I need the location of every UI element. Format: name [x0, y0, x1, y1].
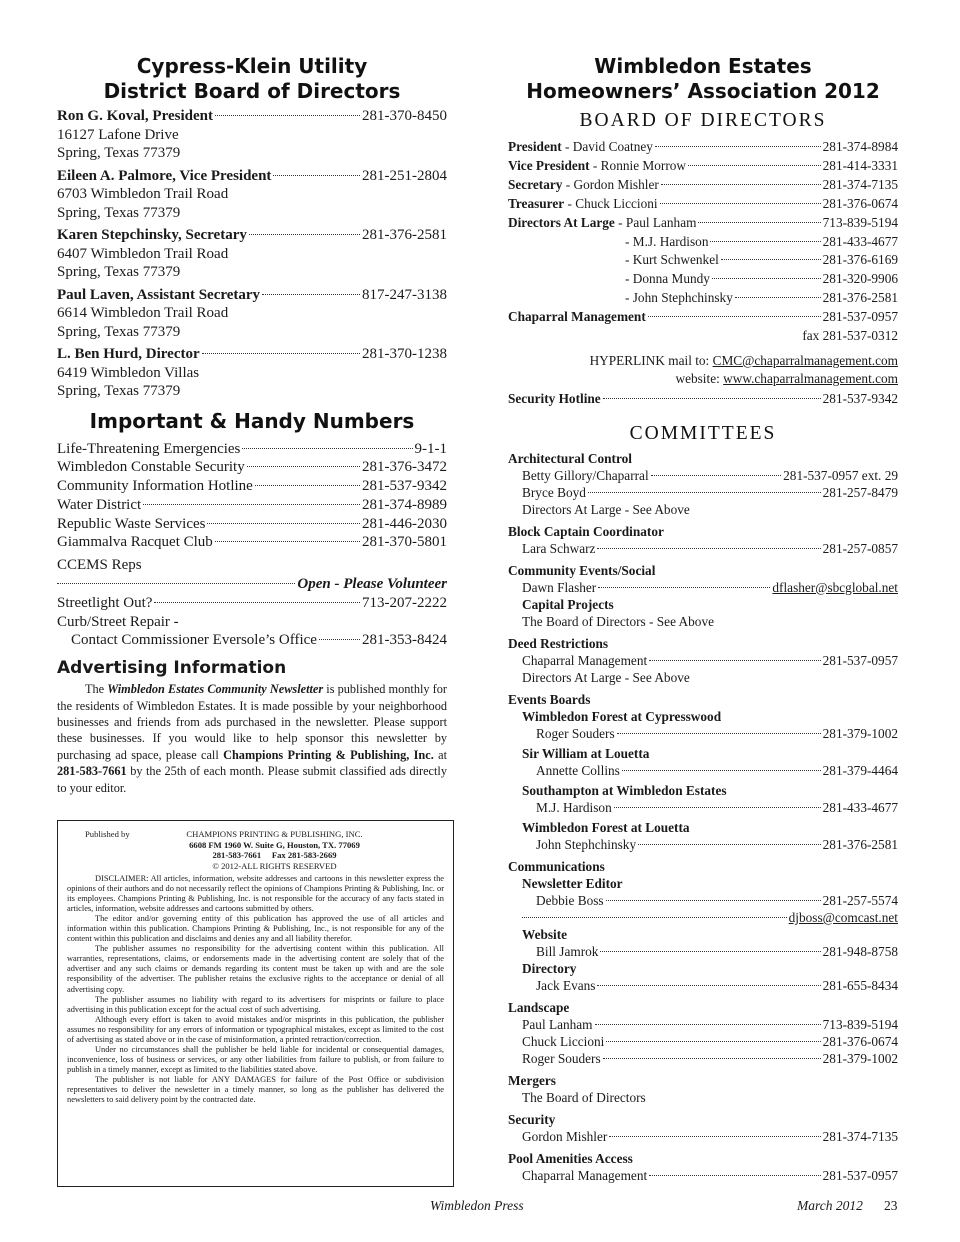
- committee-name: Bill Jamrok: [536, 943, 599, 959]
- board-phone: 281-370-8450: [362, 108, 447, 124]
- publisher-info: [145, 829, 444, 871]
- handy-value: 281-446-2030: [362, 515, 447, 532]
- at-large-row: [508, 251, 898, 270]
- committee-name: Paul Lanham: [522, 1016, 593, 1032]
- utility-board-title: [57, 54, 447, 104]
- committee-row: [508, 892, 898, 909]
- curb-contact: Contact Commissioner Eversole’s Office: [71, 632, 317, 649]
- board-address: 16127 Lafone Drive: [57, 126, 179, 143]
- advertising-title: Advertising Information: [57, 658, 287, 679]
- board-address: 6419 Wimbledon Villas: [57, 364, 200, 381]
- board-name: Ron G. Koval, President: [57, 108, 213, 124]
- publisher-name: CHAMPIONS PRINTING & PUBLISHING, INC.: [186, 829, 363, 839]
- committee-name: Gordon Mishler: [522, 1128, 608, 1144]
- handy-label: Wimbledon Constable Security: [57, 459, 245, 476]
- board-name: Eileen A. Palmore, Vice President: [57, 167, 272, 184]
- disclaimer-paragraph: DISCLAIMER: All articles, information, website addresses and cartoons in this newsletter express the opinions of their authors and do not necessarily reflect the opinions of Champions Printing & Publishing, Inc. or its employees. Champions Printing & Publishing, Inc. is not responsible for the accuracy of any facts stated in articles, information, website addresses and cartoons submitted by others.: [67, 874, 444, 914]
- committee-heading: Pool Amenities Access: [508, 1150, 633, 1166]
- disclaimer-paragraph: Under no circumstances shall the publisher be held liable for incidental or consequential damages, inconvenience, loss of business or services, or any other liabilities from failure to publish, or from failure to publish in a timely manner, except as limited to the liabilities stated above.: [67, 1044, 444, 1074]
- mgmt-row: [508, 308, 898, 327]
- board-entry: [57, 286, 447, 342]
- committee-name: Annette Collins: [536, 762, 620, 778]
- committee-phone: 281-257-5574: [822, 892, 898, 908]
- disclaimer-paragraph: Although every effort is taken to avoid mistakes and/or misprints in this publication, the publisher assumes no responsibility for any errors of information or typographical mistakes, except as limited to the cost of advertising as stated above or in the case of misinformation, a printed retraction/correction.: [67, 1014, 444, 1044]
- hoa-name: - Paul Lanham: [614, 214, 697, 230]
- board-phone: 281-376-2581: [362, 227, 447, 243]
- hoa-board-row: [508, 176, 898, 195]
- left-column: [57, 54, 447, 796]
- committee-name: Debbie Boss: [536, 892, 604, 908]
- email-link[interactable]: CMC@chaparralmanagement.com: [712, 352, 898, 368]
- hoa-board-row: [508, 214, 898, 233]
- hotline-label: Security Hotline: [508, 390, 601, 406]
- hoa-name: - Chuck Liccioni: [564, 195, 658, 211]
- committee-note: Directors At Large - See Above: [522, 669, 690, 685]
- committee-phone: 281-948-8758: [822, 943, 898, 959]
- handy-row: [57, 477, 447, 496]
- right-column: [508, 54, 898, 1184]
- hoa-board-list: [508, 138, 898, 409]
- disclaimer-paragraph: The publisher is not liable for ANY DAMAGES for failure of the Post Office or subdivision representatives to deliver the newsletter in a timely manner, so long as the publisher has delivered the newsletters to said delivery point by the contracted date.: [67, 1074, 444, 1105]
- utility-board-list: [57, 107, 447, 401]
- at-large-phone: 281-320-9906: [822, 271, 898, 287]
- at-large-name: - Donna Mundy: [625, 271, 710, 287]
- ccems-value: Open - Please Volunteer: [297, 576, 447, 593]
- committee-email-link[interactable]: djboss@comcast.net: [788, 909, 898, 925]
- disclaimer-paragraph: The publisher assumes no liability with regard to its advertisers for misprints or failure to place advertising in this publication except for the actual cost of such advertising.: [67, 994, 444, 1014]
- committees-list: [508, 450, 898, 1184]
- committee-row: [508, 1128, 898, 1145]
- board-phone: 281-251-2804: [362, 167, 447, 184]
- handy-numbers-title: Important & Handy Numbers: [89, 408, 415, 433]
- at-large-phone: 281-376-6169: [822, 252, 898, 268]
- committee-heading: Mergers: [508, 1072, 556, 1088]
- hoa-phone: 281-414-3331: [822, 157, 898, 173]
- committee-subheading: Sir William at Louetta: [522, 745, 650, 761]
- ccems-label: CCEMS Reps: [57, 557, 142, 574]
- board-name: Paul Laven, Assistant Secretary: [57, 286, 261, 303]
- utility-title-line2: District Board of Directors: [103, 79, 401, 103]
- committee-subheading: Directory: [522, 960, 577, 976]
- handy-value: 9-1-1: [414, 440, 447, 457]
- hoa-board-row: [508, 157, 898, 176]
- board-phone: 281-370-1238: [362, 346, 447, 362]
- streetlight-value: 713-207-2222: [362, 594, 447, 611]
- at-large-row: [508, 289, 898, 308]
- publisher-rights: © 2012-ALL RIGHTS RESERVED: [212, 860, 337, 871]
- disclaimer-content: [67, 829, 444, 1105]
- hotline-phone: 281-537-9342: [822, 390, 898, 406]
- utility-title-line1: Cypress-Klein Utility: [136, 54, 368, 78]
- committee-name: M.J. Hardison: [536, 799, 612, 815]
- board-entry: [57, 345, 447, 401]
- at-large-row: [508, 233, 898, 252]
- board-name: L. Ben Hurd, Director: [57, 346, 200, 362]
- committee-note: The Board of Directors: [522, 1089, 646, 1105]
- board-address: 6703 Wimbledon Trail Road: [57, 186, 229, 202]
- handy-label: Republic Waste Services: [57, 515, 206, 532]
- adv-text: The: [85, 682, 108, 697]
- committee-row: [508, 977, 898, 994]
- website-link[interactable]: www.chaparralmanagement.com: [723, 370, 898, 386]
- committee-heading: Events Boards: [508, 691, 591, 707]
- committee-row: [508, 909, 898, 926]
- committee-note: The Board of Directors - See Above: [522, 613, 715, 629]
- hyperlink-row: [508, 352, 898, 370]
- hoa-name: - David Coatney: [561, 139, 653, 154]
- committee-phone: 281-379-1002: [822, 1050, 898, 1066]
- website-label: website:: [675, 370, 724, 386]
- committee-phone: 281-433-4677: [822, 799, 898, 815]
- committee-subheading: Website: [522, 926, 568, 942]
- hoa-role: Directors At Large: [508, 214, 615, 230]
- adv-newsletter: Wimbledon Estates Community Newsletter: [107, 682, 324, 697]
- committee-phone: 281-655-8434: [822, 977, 898, 993]
- handy-value: 281-374-8989: [362, 496, 447, 513]
- committee-heading: Security: [508, 1111, 556, 1127]
- publisher-phone: 281-583-7661 Fax 281-583-2669: [212, 850, 337, 860]
- committee-name: Chuck Liccioni: [522, 1033, 605, 1049]
- published-by-label: Published by: [85, 829, 130, 839]
- handy-value: 281-537-9342: [362, 478, 447, 495]
- handy-numbers-list: [57, 440, 447, 651]
- handy-value: 281-370-5801: [362, 534, 447, 551]
- hoa-phone: 281-374-8984: [822, 139, 898, 154]
- committee-phone: 281-376-0674: [822, 1033, 898, 1049]
- committee-heading: Landscape: [508, 999, 570, 1015]
- handy-label: Giammalva Racquet Club: [57, 534, 213, 551]
- board-city: Spring, Texas 77379: [57, 264, 181, 280]
- board-heading: BOARD OF DIRECTORS: [579, 110, 827, 131]
- streetlight-label: Streetlight Out?: [57, 594, 153, 611]
- footer-page-number: 23: [884, 1198, 898, 1213]
- adv-text: by the 25th of each month. Please submit classified ads directly to your editor.: [57, 764, 447, 795]
- committee-subheading: Wimbledon Forest at Cypresswood: [522, 708, 722, 724]
- committee-phone: 281-379-1002: [822, 725, 898, 741]
- board-entry: [57, 167, 447, 223]
- board-city: Spring, Texas 77379: [57, 383, 181, 399]
- hoa-name: - Ronnie Morrow: [589, 157, 686, 173]
- at-large-name: - M.J. Hardison: [625, 233, 709, 249]
- committee-note: Directors At Large - See Above: [522, 501, 690, 517]
- committee-subheading: Capital Projects: [522, 596, 614, 612]
- website-row: [508, 370, 898, 388]
- hoa-board-row: [508, 195, 898, 214]
- handy-row: [57, 533, 447, 552]
- handy-row: [57, 440, 447, 459]
- committee-row: [508, 836, 898, 853]
- at-large-name: - Kurt Schwenkel: [625, 252, 719, 268]
- hoa-name: - Gordon Mishler: [562, 176, 659, 192]
- ccems-row: [57, 575, 447, 594]
- adv-text: at: [433, 747, 448, 762]
- board-phone: 817-247-3138: [362, 286, 447, 303]
- at-large-phone: 281-376-2581: [822, 290, 898, 306]
- at-large-phone: 281-433-4677: [822, 233, 898, 249]
- handy-label: Community Information Hotline: [57, 478, 253, 495]
- adv-phone: 281-583-7661: [57, 764, 127, 779]
- committee-name: John Stephchinsky: [536, 836, 637, 852]
- committee-row: [508, 943, 898, 960]
- committee-name: Roger Souders: [536, 725, 615, 741]
- committee-phone: 281-537-0957 ext. 29: [783, 467, 898, 483]
- committee-row: [508, 540, 898, 557]
- at-large-row: [508, 270, 898, 289]
- curb-row: [57, 631, 447, 650]
- committee-row: [508, 1016, 898, 1033]
- committee-name: Chaparral Management: [522, 652, 648, 668]
- hotline-row: [508, 390, 898, 409]
- committee-name: Roger Souders: [522, 1050, 601, 1066]
- committee-phone: 281-379-4464: [822, 762, 898, 778]
- handy-row: [57, 458, 447, 477]
- hoa-role: Vice President: [508, 157, 590, 173]
- hoa-board-row: [508, 138, 898, 157]
- disclaimer-paragraph: The publisher assumes no responsibility for the advertising content within this publication. All warranties, representations, claims, or endorsements made in the advertising content are solely that of the advertiser and any such claims or demands regarding its content must be taken up with and are the sole responsibility of the advertiser. The publisher retains the exclusive rights to the acceptance or denial of all advertising copy.: [67, 944, 444, 994]
- committee-name: Lara Schwarz: [522, 540, 596, 556]
- committee-heading: Block Captain Coordinator: [508, 523, 664, 539]
- disclaimer-box: [57, 820, 454, 1187]
- committee-heading: Community Events/Social: [508, 562, 656, 578]
- committee-heading: Architectural Control: [508, 450, 632, 466]
- hoa-role: President: [508, 139, 562, 154]
- handy-label: Life-Threatening Emergencies: [57, 440, 241, 457]
- hoa-role: Secretary: [508, 176, 563, 192]
- hyperlink-label: HYPERLINK mail to:: [589, 352, 713, 368]
- committee-email-link[interactable]: dflasher@sbcglobal.net: [772, 579, 898, 595]
- hoa-phone: 281-374-7135: [822, 176, 898, 192]
- advertising-body: [57, 681, 447, 796]
- board-entry: [57, 107, 447, 163]
- handy-row: [57, 496, 447, 515]
- board-entry: [57, 226, 447, 282]
- committee-heading: Deed Restrictions: [508, 635, 609, 651]
- committee-heading: Communications: [508, 858, 605, 874]
- board-city: Spring, Texas 77379: [57, 204, 181, 221]
- committee-name: Jack Evans: [536, 977, 596, 993]
- committee-name: Betty Gillory/Chaparral: [522, 467, 649, 483]
- mgmt-fax: fax 281-537-0312: [802, 328, 898, 344]
- committee-phone: 713-839-5194: [822, 1016, 898, 1032]
- footer-date: March 2012: [797, 1198, 863, 1213]
- committee-row: [508, 579, 898, 596]
- committee-row: [508, 799, 898, 816]
- committee-row: [508, 1033, 898, 1050]
- committee-row: [508, 484, 898, 501]
- handy-row: [57, 515, 447, 534]
- mgmt-label: Chaparral Management: [508, 309, 646, 325]
- hoa-phone: 713-839-5194: [822, 214, 898, 230]
- committee-row: [508, 1167, 898, 1184]
- board-name: Karen Stepchinsky, Secretary: [57, 227, 247, 243]
- footer-publication: Wimbledon Press: [430, 1198, 524, 1213]
- committee-phone: 281-374-7135: [822, 1128, 898, 1144]
- hoa-role: Treasurer: [508, 195, 565, 211]
- hoa-phone: 281-376-0674: [822, 195, 898, 211]
- committee-name: Dawn Flasher: [522, 579, 597, 595]
- board-address: 6614 Wimbledon Trail Road: [57, 305, 229, 321]
- handy-value: 281-376-3472: [362, 459, 447, 476]
- committee-row: [508, 762, 898, 779]
- committee-phone: 281-537-0957: [822, 652, 898, 668]
- hoa-title-line1: Wimbledon Estates: [594, 54, 812, 78]
- board-city: Spring, Texas 77379: [57, 323, 181, 340]
- adv-text: is published monthly for the residents of Wimbledon Estates. It is made possible by your neighborhood businesses and friends from ads purchased in the newsletter. Please support these businesses. If you would like to help sponsor this newsletter by purchasing ad space, please call: [57, 682, 447, 762]
- disclaimer-paragraph: The editor and/or governing entity of this publication has approved the use of all articles and information within this publication. Champions Printing & Publishing, Inc., is not responsible for any of the content within this publication and disclaims and denies any and all liability therefor.: [67, 914, 444, 944]
- committee-row: [508, 652, 898, 669]
- mgmt-phone: 281-537-0957: [822, 309, 898, 325]
- committee-subheading: Wimbledon Forest at Louetta: [522, 819, 690, 835]
- publisher-header: [67, 829, 444, 871]
- hoa-title-line2: Homeowners’ Association 2012: [526, 79, 880, 103]
- committees-heading: COMMITTEES: [629, 422, 777, 444]
- committee-row: [508, 1050, 898, 1067]
- committee-name: Chaparral Management: [522, 1167, 648, 1183]
- handy-label: Water District: [57, 496, 142, 513]
- committee-subheading: Southampton at Wimbledon Estates: [522, 782, 727, 798]
- streetlight-row: [57, 594, 447, 613]
- hoa-title: [508, 54, 898, 104]
- board-city: Spring, Texas 77379: [57, 145, 181, 161]
- committee-phone: 281-537-0957: [822, 1167, 898, 1183]
- committee-subheading: Newsletter Editor: [522, 875, 623, 891]
- adv-company: Champions Printing & Publishing, Inc.: [223, 747, 434, 762]
- board-address: 6407 Wimbledon Trail Road: [57, 245, 229, 262]
- committee-phone: 281-257-0857: [822, 540, 898, 556]
- committee-row: [508, 725, 898, 742]
- publisher-address: 6608 FM 1960 W. Suite G, Houston, TX. 77069: [189, 839, 360, 850]
- at-large-name: - John Stephchinsky: [625, 290, 733, 306]
- committee-name: Bryce Boyd: [522, 484, 586, 500]
- curb-value: 281-353-8424: [362, 632, 447, 649]
- committee-phone: 281-376-2581: [822, 836, 898, 852]
- committee-row: [508, 467, 898, 484]
- committee-phone: 281-257-8479: [822, 484, 898, 500]
- curb-label: Curb/Street Repair -: [57, 613, 179, 630]
